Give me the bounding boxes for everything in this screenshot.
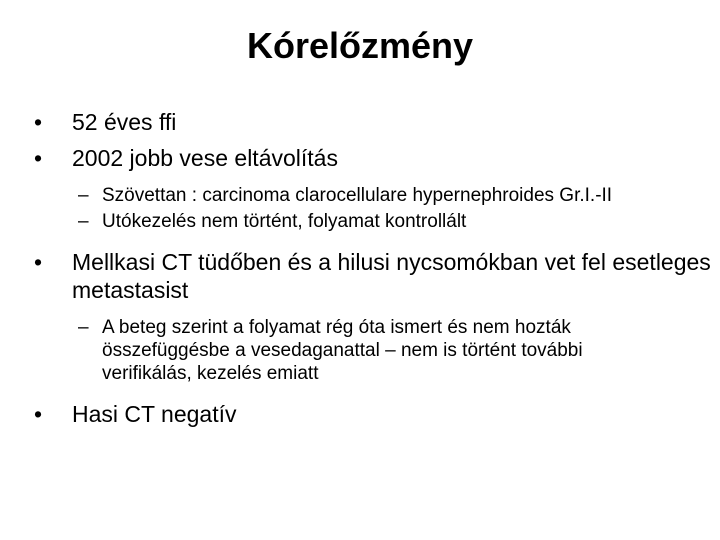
- bullet-item-abdominal-ct: [30, 400, 690, 428]
- sub-item-text: Szövettan : carcinoma clarocellulare hypernephroides Gr.I.-II: [102, 185, 613, 206]
- sub-item-patient-history: [30, 316, 662, 385]
- bullet-icon: •: [34, 145, 43, 171]
- sub-item-text: Utókezelés nem történt, folyamat kontrollált: [102, 211, 467, 232]
- bullet-item-chest-ct: [30, 248, 712, 304]
- bullet-text: Hasi CT negatív: [72, 401, 237, 427]
- bullet-text: Mellkasi CT tüdőben és a hilusi nycsomókban vet fel esetleges metastasist: [72, 249, 711, 303]
- dash-icon: –: [78, 211, 89, 232]
- sub-item-histology: [30, 184, 662, 207]
- bullet-text: 52 éves ffi: [72, 109, 177, 135]
- bullet-icon: •: [34, 109, 43, 135]
- dash-icon: –: [78, 185, 89, 206]
- bullet-icon: •: [34, 249, 43, 275]
- slide-title: Kórelőzmény: [246, 25, 474, 66]
- bullet-item-age: [30, 108, 690, 136]
- sub-item-followup: [30, 210, 690, 233]
- slide-content: [30, 108, 711, 428]
- bullet-icon: •: [34, 401, 43, 427]
- sub-item-text: A beteg szerint a folyamat rég óta ismert és nem hozták összefüggésbe a vesedaganattal – nem is történt további verifikálás, kezelés emiatt: [102, 317, 583, 384]
- bullet-item-nephrectomy: [30, 144, 690, 172]
- bullet-text: 2002 jobb vese eltávolítás: [72, 145, 338, 171]
- dash-icon: –: [78, 317, 89, 338]
